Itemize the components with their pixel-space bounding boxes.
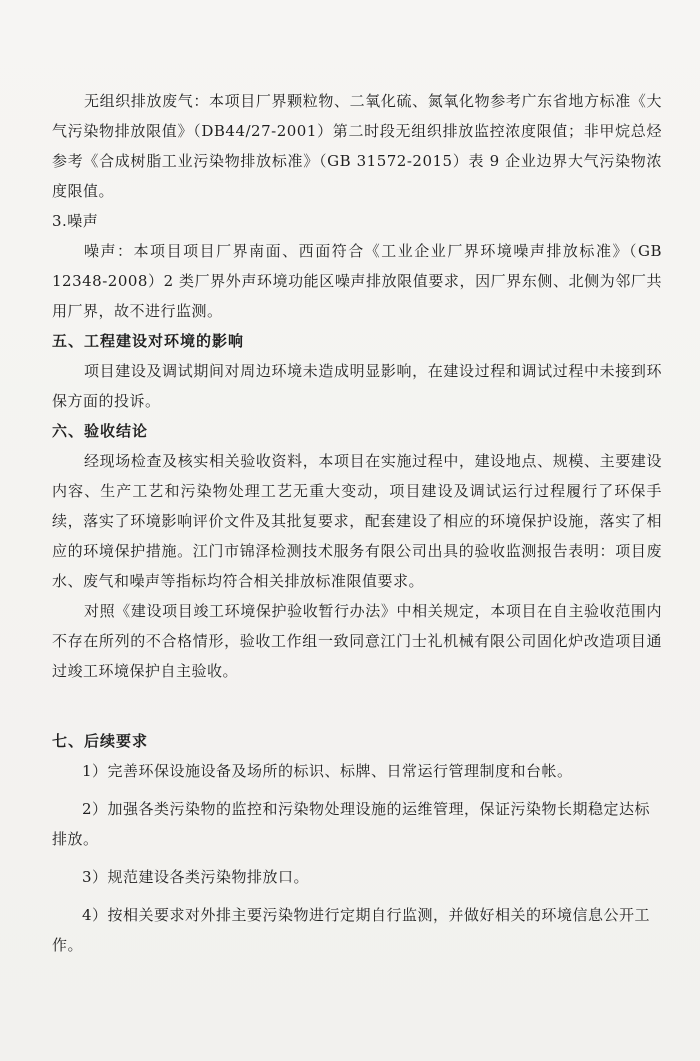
requirement-item-2: 2）加强各类污染物的监控和污染物处理设施的运维管理，保证污染物长期稳定达标排放。	[52, 800, 651, 848]
section-6-body-1: 经现场检查及核实相关验收资料，本项目在实施过程中，建设地点、规模、主要建设内容、生产工艺和污染物处理工艺无重大变动，项目建设及调试运行过程履行了环保手续，落实了环境影响评价文件及其批复要求，配套建设了相应的环境保护设施，落实了相应的环境保护措施。江门市锦泽检测技术服务有限公司出具的验收监测报告表明：项目废水、废气和噪声等指标均符合相关排放标准限值要求。	[52, 452, 662, 590]
section-6-body-2: 对照《建设项目竣工环境保护验收暂行办法》中相关规定，本项目在自主验收范围内不存在所列的不合格情形，验收工作组一致同意江门士礼机械有限公司固化炉改造项目通过竣工环境保护自主验收。	[52, 602, 662, 680]
requirement-item-1: 1）完善环保设施设备及场所的标识、标牌、日常运行管理制度和台帐。	[82, 762, 573, 780]
requirement-item-4: 4）按相关要求对外排主要污染物进行定期自行监测，并做好相关的环境信息公开工作。	[52, 906, 651, 954]
document-content	[52, 86, 662, 960]
section-7-heading: 七、后续要求	[52, 732, 149, 750]
section-5-body: 项目建设及调试期间对周边环境未造成明显影响，在建设过程和调试过程中未接到环保方面的投诉。	[52, 362, 662, 410]
noise-paragraph: 噪声：本项目项目厂界南面、西面符合《工业企业厂界环境噪声排放标准》（GB 12348-2008）2 类厂界外声环境功能区噪声排放限值要求，因厂界东侧、北侧为邻厂共用厂界，故不进行监测。	[52, 242, 662, 320]
spacer	[52, 854, 662, 862]
requirement-item-3: 3）规范建设各类污染物排放口。	[82, 868, 310, 886]
spacer	[52, 686, 662, 726]
waste-gas-paragraph: 无组织排放废气：本项目厂界颗粒物、二氧化硫、氮氧化物参考广东省地方标准《大气污染物排放限值》（DB44/27-2001）第二时段无组织排放监控浓度限值；非甲烷总烃参考《合成树脂工业污染物排放标准》（GB 31572-2015）表 9 企业边界大气污染物浓度限值。	[52, 92, 662, 200]
noise-heading: 3.噪声	[52, 212, 99, 230]
section-5-heading: 五、工程建设对环境的影响	[52, 332, 245, 350]
spacer	[52, 786, 662, 794]
spacer	[52, 892, 662, 900]
section-6-heading: 六、验收结论	[52, 422, 149, 440]
